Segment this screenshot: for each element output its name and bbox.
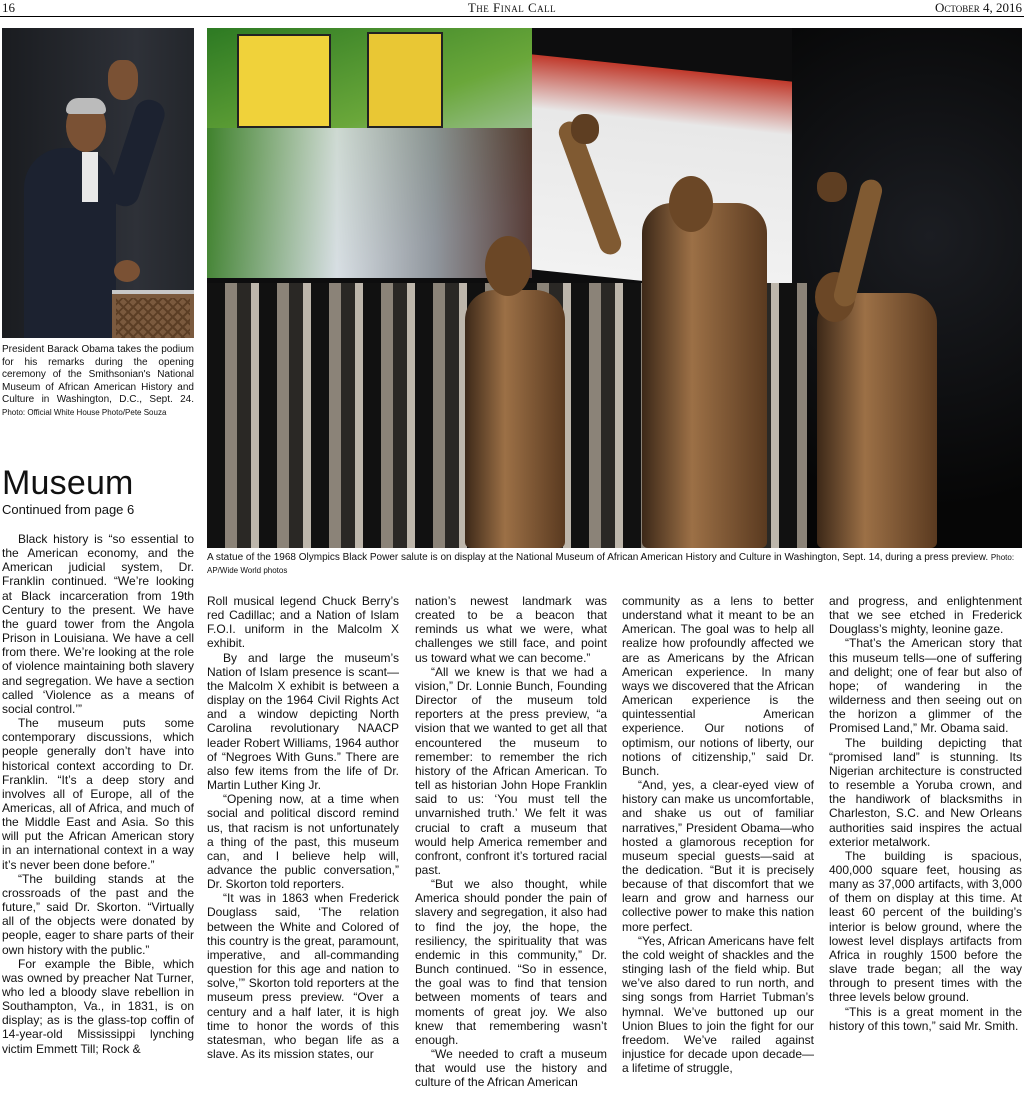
- publication-name: The Final Call: [467, 0, 557, 15]
- paragraph: The building is spacious, 400,000 square feet, housing as many as 37,000 artifacts, with 3,000 of them on display at this time. At least 60 percent of the building’s interior is below ground, where the lowest level displays artifacts from Africa in roughly 1500 before the slave trade began; all the way through to present times with the three levels below ground.: [829, 848, 1022, 1005]
- continued-from-line: Continued from page 6: [2, 502, 135, 517]
- obama-photo: [2, 28, 194, 338]
- paragraph: Roll musical legend Chuck Berry’s red Cadillac; and a Nation of Islam F.O.I. uniform in the Malcolm X exhibit.: [207, 594, 399, 651]
- paragraph: “Yes, African Americans have felt the cold weight of shackles and the stinging lash of the field whip. But we’ve also dared to run north, and sing songs from Harriet Tubman’s hymnal. We’ve buttoned up our Union Blues to join the fight for our freedom. We’ve railed against injustice for decade upon decade—a lifetime of struggle,: [622, 933, 814, 1076]
- statue-photo: [207, 28, 1022, 548]
- paragraph: community as a lens to better understand what it meant to be an American. The goal was to help all realize how profoundly affected we are as Americans by the African American experience. In many ways we discovered that the African American experience is the quintessential American experience. Our notions of optimism, our notions of liberty, our notions of citizenship,” said Dr. Bunch.: [622, 594, 814, 778]
- paragraph: “This is a great moment in the history of this town,” said Mr. Smith.: [829, 1004, 1022, 1033]
- paragraph: Black history is “so essential to the American economy, and the American judicial system, Dr. Franklin continued. “We’re looking at Black incarceration from 19th Century to the present. We have the guard tower from the Angola Prison in Louisiana. We have a cell from there. We’re looking at the role of violence maintaining both slavery and segregation. We have a section called ‘Violence as a means of social control.’”: [2, 532, 194, 716]
- page-number: 16: [2, 0, 15, 15]
- paragraph: “All we knew is that we had a vision,” Dr. Lonnie Bunch, Founding Director of the museum told reporters at the press preview, “a vision that we wanted to get all that encountered the museum to remember: to remember the rich history of the African American. To tell as historian John Hope Franklin said to us: ‘You must tell the unvarnished truth.’ We felt it was crucial to craft a museum that would help America remember and confront, confront it’s tortured racial past.: [415, 664, 607, 877]
- statue-photo-credit: Photo: AP/Wide World photos: [207, 553, 1015, 575]
- statue-caption-text: A statue of the 1968 Olympics Black Power salute is on display at the National Museum of African American History and Culture in Washington, Sept. 14, during a press preview.: [207, 552, 989, 563]
- paragraph: For example the Bible, which was owned by preacher Nat Turner, who led a bloody slave rebellion in Southampton, Va., in 1831, is on display; as is the glass-top coffin of 14-year-old Mississippi lynching victim Emmett Till; Rock &: [2, 956, 194, 1056]
- obama-photo-caption: [2, 344, 194, 420]
- paragraph: “And, yes, a clear-eyed view of history can make us uncomfortable, and shake us out of familiar narratives,” President Obama—who hosted a glamorous reception for museum special guests—said at the dedication. “But it is precisely because of that discomfort that we learn and grow and harness our collective power to make this nation more perfect.: [622, 778, 814, 934]
- article-headline: Museum: [2, 464, 134, 502]
- paragraph: “We needed to craft a museum that would use the history and culture of the African American: [415, 1047, 607, 1090]
- obama-photo-credit: Photo: Official White House Photo/Pete Souza: [2, 407, 167, 417]
- header-rule: [0, 16, 1024, 17]
- article-column-4: [622, 594, 814, 1075]
- issue-date: October 4, 2016: [935, 0, 1022, 15]
- paragraph: “The building stands at the crossroads of the past and the future,” said Dr. Skorton. “Virtually all of the objects were donated by people, eager to share parts of their own history with the public.”: [2, 871, 194, 957]
- paragraph: “That’s the American story that this museum tells—one of suffering and delight; one of fear but also of hope; of wandering in the wilderness and then seeing out on the horizon a glimmer of the Promised Land,” Mr. Obama said.: [829, 636, 1022, 736]
- paragraph: and progress, and enlightenment that we see etched in Frederick Douglass’s mighty, leonine gaze.: [829, 594, 1022, 637]
- paragraph: nation’s newest landmark was created to be a beacon that reminds us what we were, what challenges we still face, and point us toward what we can become.”: [415, 594, 607, 665]
- obama-caption-text: President Barack Obama takes the podium for his remarks during the opening ceremony of the Smithsonian's National Museum of African American History and Culture in Washington, D.C., Sept. 24.: [2, 344, 194, 406]
- article-column-1: [2, 532, 194, 1056]
- article-column-5: [829, 594, 1022, 1033]
- paragraph: The building depicting that “promised land” is stunning. Its Nigerian architecture is constructed to resemble a Yoruba crown, and the handiwork of blacksmiths in Charleston, S.C. and New Orleans authorities said inspires the actual exterior metalwork.: [829, 735, 1022, 849]
- paragraph: “It was in 1863 when Frederick Douglass said, ‘The relation between the White and Colored of this country is the great, paramount, imperative, and all-commanding question for this age and nation to solve,’” Skorton told reporters at the museum press preview. “Over a century and a half later, it is high time to honor the words of this statesman, who began life as a slave. As its mission states, our: [207, 891, 399, 1061]
- paragraph: The museum puts some contemporary discussions, which people generally don’t have into historical context according to Dr. Franklin. “It’s a deep story and involves all of Europe, all of the Americas, all of Africa, and much of the Middle East and Asia. So this will put the African American story in an international context in a way it’s never been done before.”: [2, 716, 194, 872]
- statue-photo-caption: [207, 552, 1022, 577]
- article-column-2: [207, 594, 399, 1061]
- article-column-3: [415, 594, 607, 1089]
- paragraph: “But we also thought, while America should ponder the pain of slavery and segregation, it also had to find the joy, the hope, the resiliency, the spirituality that was endemic in this community,” Dr. Bunch continued. “So in essence, the goal was to find that tension between moments of tears and moments of great joy. We also knew that remembering wasn’t enough.: [415, 877, 607, 1047]
- page-header: [0, 0, 1024, 16]
- paragraph: “Opening now, at a time when social and political discord remind us, that racism is not unfortunately a thing of the past, this museum can, and I believe help will, advance the public conversation,” Dr. Skorton told reporters.: [207, 792, 399, 892]
- paragraph: By and large the museum’s Nation of Islam presence is scant—the Malcolm X exhibit is between a display on the 1964 Civil Rights Act and a window depicting North Carolina revolutionary NAACP leader Robert Williams, 1964 author of “Negroes With Guns.” There are also few items from the life of Dr. Martin Luther King Jr.: [207, 650, 399, 793]
